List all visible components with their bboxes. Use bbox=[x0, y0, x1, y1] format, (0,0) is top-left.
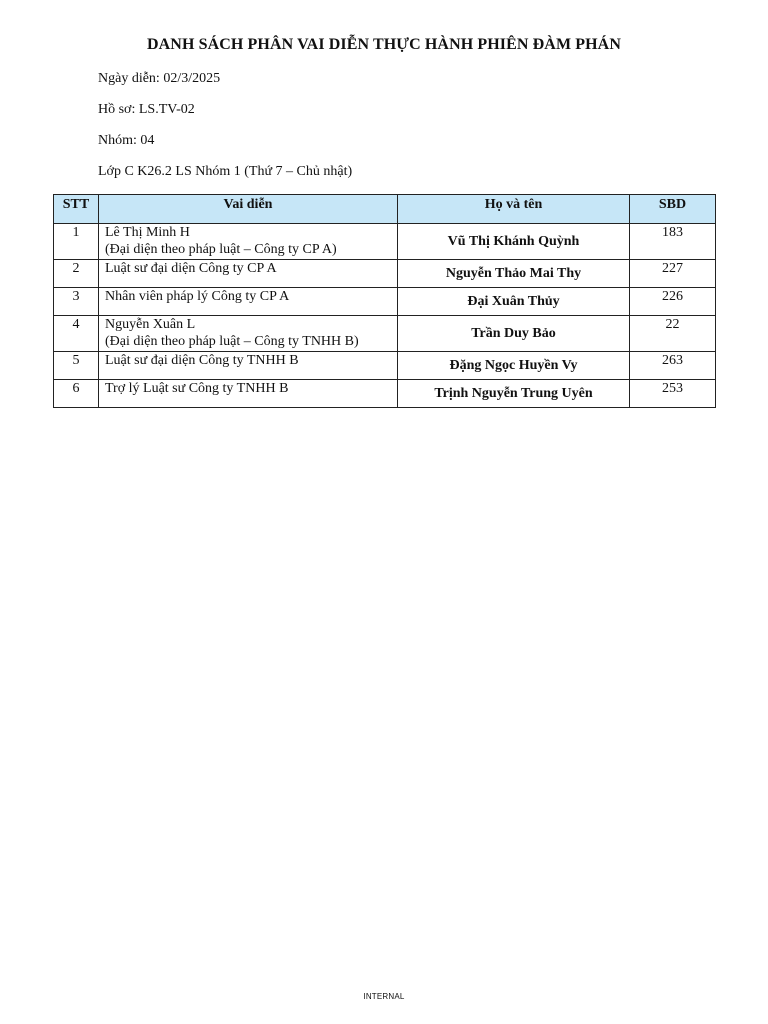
cell-name: Đại Xuân Thủy bbox=[398, 288, 630, 316]
cell-role bbox=[99, 316, 398, 352]
role-text: Luật sư đại diện Công ty CP A bbox=[105, 261, 277, 276]
cell-sbd: 263 bbox=[630, 352, 716, 380]
role-note: (Đại diện theo pháp luật – Công ty TNHH B) bbox=[105, 334, 359, 349]
table-row bbox=[54, 380, 716, 408]
performance-date: Ngày diễn: 02/3/2025 bbox=[98, 71, 221, 86]
cell-sbd: 183 bbox=[630, 224, 716, 260]
header-role: Vai diễn bbox=[99, 195, 398, 224]
cell-name: Đặng Ngọc Huyền Vy bbox=[398, 352, 630, 380]
cell-stt: 2 bbox=[54, 260, 99, 288]
cell-stt: 1 bbox=[54, 224, 99, 260]
cell-stt: 6 bbox=[54, 380, 99, 408]
table-row bbox=[54, 260, 716, 288]
header-name: Họ và tên bbox=[398, 195, 630, 224]
cell-sbd: 227 bbox=[630, 260, 716, 288]
cell-sbd: 22 bbox=[630, 316, 716, 352]
cell-stt: 5 bbox=[54, 352, 99, 380]
cell-sbd: 253 bbox=[630, 380, 716, 408]
group-number: Nhóm: 04 bbox=[98, 133, 155, 148]
cell-sbd: 226 bbox=[630, 288, 716, 316]
cell-name: Trần Duy Bảo bbox=[398, 316, 630, 352]
cell-role bbox=[99, 352, 398, 380]
table-header-row bbox=[54, 195, 716, 224]
classification-label: INTERNAL bbox=[363, 992, 405, 1001]
cell-role bbox=[99, 260, 398, 288]
cell-role bbox=[99, 224, 398, 260]
role-assignment-table bbox=[53, 194, 716, 408]
cell-stt: 4 bbox=[54, 316, 99, 352]
cell-name: Vũ Thị Khánh Quỳnh bbox=[398, 224, 630, 260]
role-text: Nhân viên pháp lý Công ty CP A bbox=[105, 289, 290, 304]
role-text: Lê Thị Minh H bbox=[105, 225, 190, 240]
page-title: DANH SÁCH PHÂN VAI DIỄN THỰC HÀNH PHIÊN ĐÀM PHÁN bbox=[146, 36, 621, 53]
header-sbd: SBD bbox=[630, 195, 716, 224]
role-text: Trợ lý Luật sư Công ty TNHH B bbox=[105, 381, 289, 396]
role-text: Nguyễn Xuân L bbox=[105, 317, 196, 332]
table-row bbox=[54, 288, 716, 316]
table-row bbox=[54, 224, 716, 260]
table-row bbox=[54, 316, 716, 352]
cell-stt: 3 bbox=[54, 288, 99, 316]
cell-name: Nguyễn Thảo Mai Thy bbox=[398, 260, 630, 288]
header-stt: STT bbox=[54, 195, 99, 224]
role-note: (Đại diện theo pháp luật – Công ty CP A) bbox=[105, 242, 337, 257]
role-text: Luật sư đại diện Công ty TNHH B bbox=[105, 353, 299, 368]
case-file: Hồ sơ: LS.TV-02 bbox=[98, 102, 195, 117]
table-row bbox=[54, 352, 716, 380]
cell-role bbox=[99, 288, 398, 316]
cell-role bbox=[99, 380, 398, 408]
cell-name: Trịnh Nguyễn Trung Uyên bbox=[398, 380, 630, 408]
class-info: Lớp C K26.2 LS Nhóm 1 (Thứ 7 – Chủ nhật) bbox=[98, 164, 353, 179]
